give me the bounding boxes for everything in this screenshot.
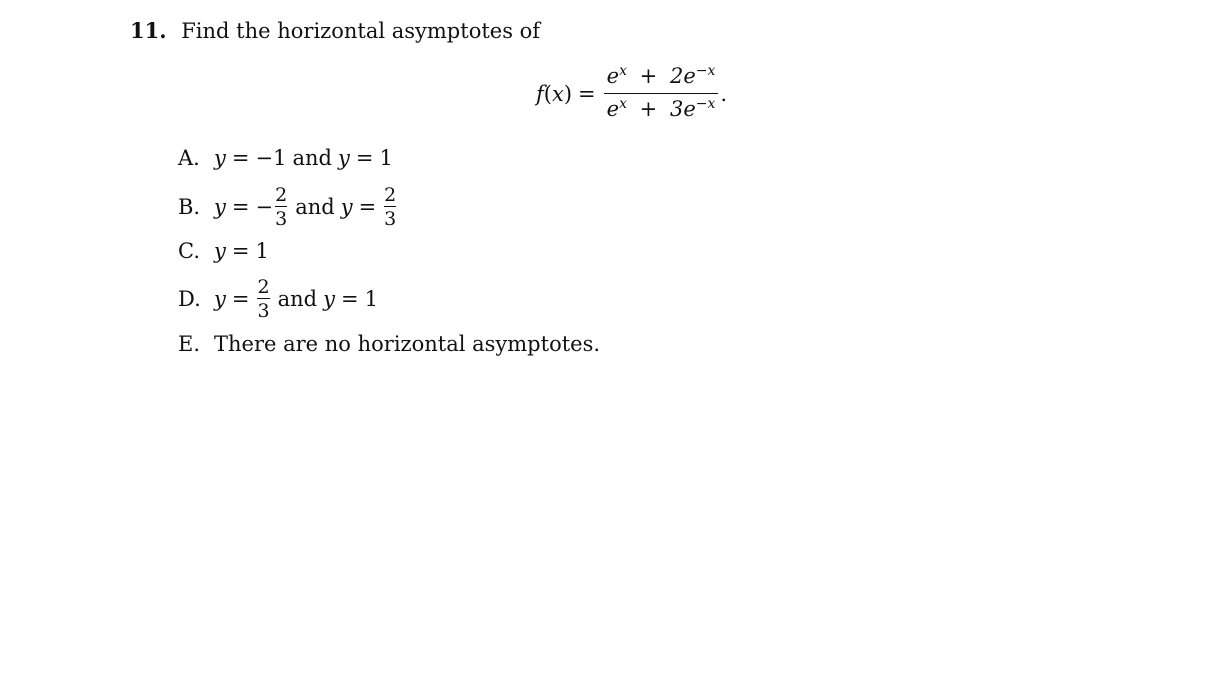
choice-var: y: [214, 146, 226, 170]
choice-value: 1: [364, 287, 378, 311]
numerator-exponent-var: x: [619, 63, 627, 79]
numerator-exponent-minus: −: [695, 63, 708, 79]
denominator-exponent-minus: −: [695, 96, 708, 112]
question-prompt: [130, 17, 540, 45]
denominator-term-exponent: [696, 96, 716, 112]
choice-var: y: [214, 195, 226, 219]
choice-fraction: [257, 277, 269, 321]
equation-period: .: [720, 82, 728, 106]
function-name: f: [536, 82, 544, 106]
choice-value: −1: [255, 146, 287, 170]
fraction-numerator: [604, 64, 719, 91]
choice-fraction: [275, 185, 287, 229]
choice-letter: A.: [178, 146, 200, 170]
choice-value: 1: [255, 239, 269, 263]
fraction-denominator: 3: [275, 208, 288, 230]
function-fraction: [604, 64, 719, 124]
choice-e[interactable]: [178, 330, 600, 358]
fraction-denominator: [604, 97, 719, 124]
fraction-numerator: 2: [257, 276, 270, 298]
choice-fraction: [384, 185, 396, 229]
numerator-term-exponent: [696, 63, 716, 79]
choice-and: and: [277, 287, 318, 311]
equals-sign: =: [578, 82, 596, 106]
fraction-denominator: 3: [257, 300, 270, 322]
choice-and: and: [295, 195, 335, 219]
denominator-plus: +: [639, 97, 658, 121]
numerator-base: e: [606, 64, 620, 88]
choice-var: y: [337, 146, 350, 170]
numerator-term: 2e: [669, 64, 696, 88]
denominator-term: 3e: [669, 97, 696, 121]
choice-letter: D.: [178, 287, 201, 311]
fraction-bar: [275, 206, 287, 207]
choice-letter: E.: [178, 332, 201, 356]
choice-equals: =: [355, 146, 374, 170]
fraction-numerator: 2: [275, 184, 288, 206]
choice-c[interactable]: [178, 237, 269, 265]
choice-text: There are no horizontal asymptotes.: [214, 332, 601, 356]
choice-var: y: [214, 287, 226, 311]
choice-letter: C.: [178, 239, 200, 263]
choice-equals: =: [340, 287, 359, 311]
choice-a[interactable]: [178, 144, 393, 172]
choice-var: y: [214, 239, 226, 263]
fraction-bar: [257, 298, 269, 299]
choice-equals: =: [231, 287, 250, 311]
fraction-denominator: 3: [384, 208, 397, 230]
choice-var: y: [340, 195, 353, 219]
denominator-exponent-var2: x: [707, 96, 716, 112]
choice-d[interactable]: [178, 270, 378, 328]
choice-equals: =: [231, 195, 250, 219]
choice-minus: −: [255, 195, 274, 219]
numerator-exponent-var2: x: [707, 63, 716, 79]
question-text: Find the horizontal asymptotes of: [181, 19, 541, 43]
choice-var: y: [323, 287, 335, 311]
numerator-exponent: [619, 63, 627, 79]
choice-letter: B.: [178, 195, 201, 219]
function-equation: [536, 62, 727, 126]
denominator-exponent-var: x: [619, 96, 627, 112]
denominator-exponent: [619, 96, 627, 112]
fraction-numerator: 2: [384, 184, 397, 206]
fraction-bar: [384, 206, 396, 207]
choice-b[interactable]: [178, 178, 398, 236]
choice-equals: =: [358, 195, 377, 219]
choice-and: and: [292, 146, 332, 170]
choice-equals: =: [231, 146, 250, 170]
choice-equals: =: [231, 239, 250, 263]
function-variable: x: [551, 82, 564, 106]
numerator-plus: +: [639, 64, 658, 88]
paren-open: (: [543, 82, 552, 106]
denominator-base: e: [606, 97, 620, 121]
paren-close: ): [563, 82, 573, 106]
choice-value: 1: [379, 146, 393, 170]
question-number: 11.: [130, 18, 167, 43]
fraction-bar: [604, 93, 719, 94]
